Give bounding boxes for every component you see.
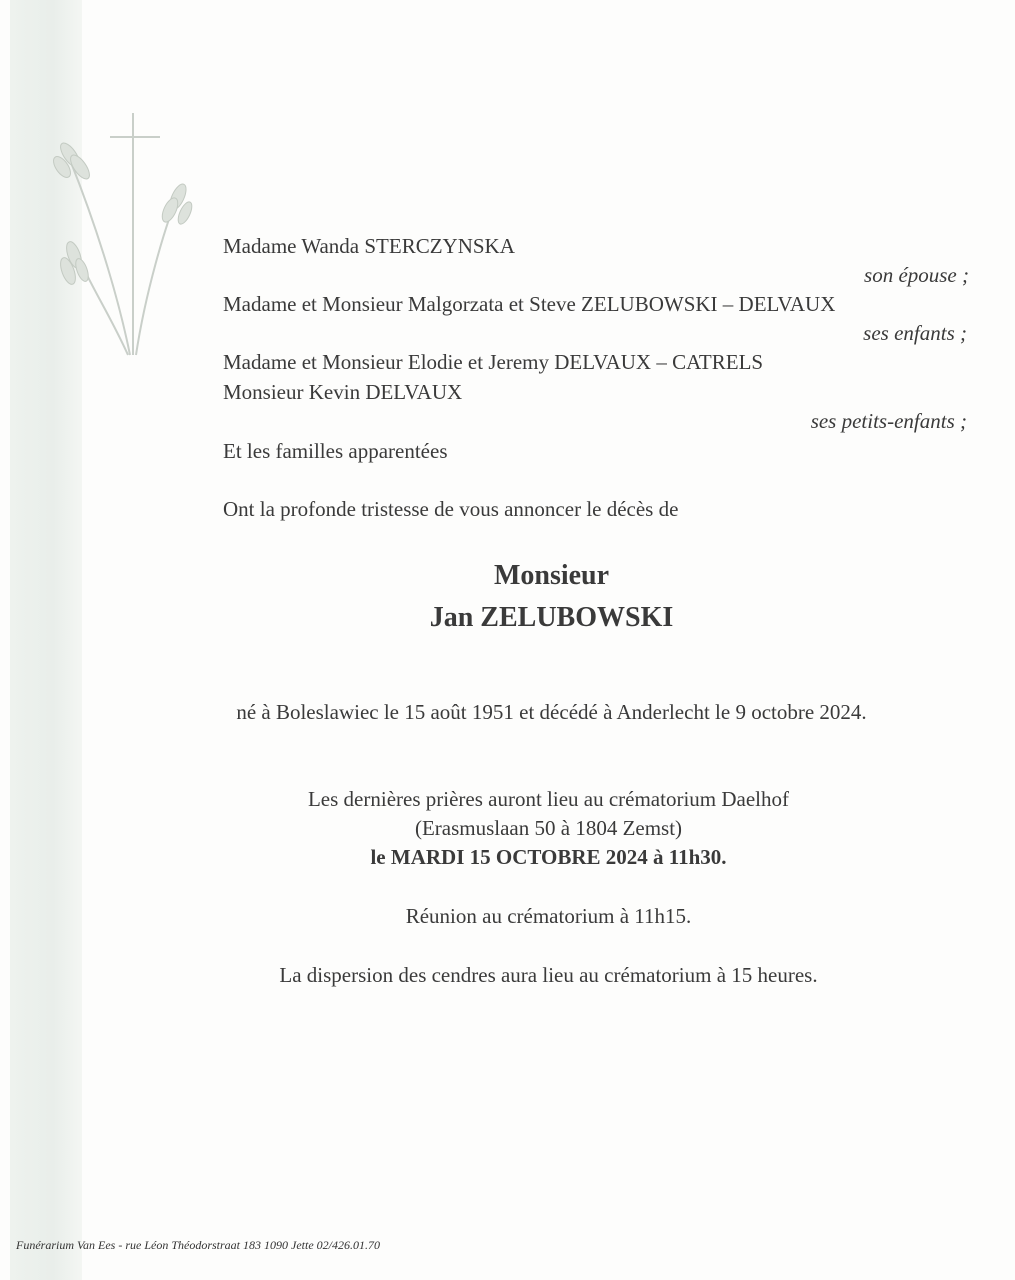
ceremony-line-2: (Erasmuslaan 50 à 1804 Zemst): [414, 816, 683, 840]
meeting-time: Réunion au crématorium à 11h15.: [405, 904, 692, 928]
cross-wheat-icon: [40, 105, 200, 375]
children-names: Madame et Monsieur Malgorzata et Steve ZELUBOWSKI – DELVAUX: [223, 292, 836, 316]
ceremony-date-time: le MARDI 15 OCTOBRE 2024 à 11h30.: [370, 845, 727, 869]
deceased-name: Jan ZELUBOWSKI: [429, 602, 674, 633]
grandchildren-role: ses petits-enfants ;: [810, 409, 967, 433]
deceased-title: Monsieur: [493, 560, 610, 591]
ceremony-line-1: Les dernières prières auront lieu au crématorium Daelhof: [307, 787, 790, 811]
announcement: Ont la profonde tristesse de vous annoncer le décès de: [223, 497, 679, 521]
grandchildren-names-2: Monsieur Kevin DELVAUX: [223, 380, 463, 404]
children-role: ses enfants ;: [863, 321, 967, 345]
grandchildren-names-1: Madame et Monsieur Elodie et Jeremy DELVAUX – CATRELS: [223, 350, 764, 374]
spouse-name: Madame Wanda STERCZYNSKA: [223, 234, 515, 258]
funeral-home-footer: Funérarium Van Ees - rue Léon Théodorstraat 183 1090 Jette 02/426.01.70: [16, 1238, 380, 1252]
relatives: Et les familles apparentées: [223, 439, 448, 463]
deceased-dates: né à Boleslawiec le 15 août 1951 et décédé à Anderlecht le 9 octobre 2024.: [236, 700, 867, 724]
ashes-dispersion: La dispersion des cendres aura lieu au crématorium à 15 heures.: [279, 963, 818, 987]
spouse-role: son épouse ;: [864, 263, 969, 287]
